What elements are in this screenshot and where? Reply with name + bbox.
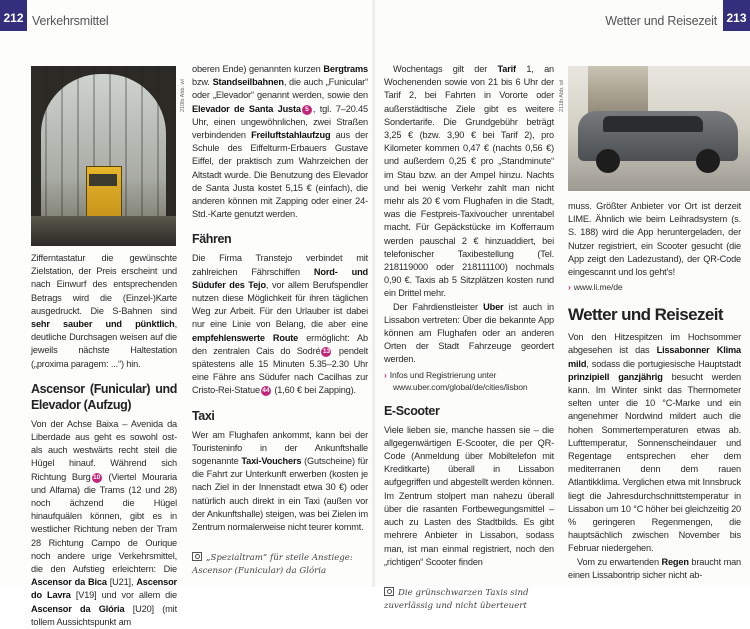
photo-funicular xyxy=(31,66,176,246)
text-column-2 xyxy=(192,63,368,578)
text: aus der Schule des Eiffelturm-Erbauers Gustave Eiffel, der praktisch zum Wahrzeichen der Altstadt wurde. Die Benutzung des Elevador de Santa Justa kostet 5,15 € (einfach), die anderen können mit Zapping oder einer 24-Std.-Karte genutzt werden. xyxy=(192,130,368,220)
text: Wer am Flughafen ankommt, kann bei der Touristeninfo in der Ankunftshalle sogenannte xyxy=(192,429,368,467)
photo-caption xyxy=(192,552,368,578)
column-body xyxy=(192,63,368,534)
poi-number-badge: 5 xyxy=(302,105,312,115)
text: [U20] (mit tollem Aussichtspunkt am xyxy=(31,603,177,627)
text: ist auch in Lissabon vertreten: Über die bekannte App können am Flughafen oder an anderen Orten der Stadt Fahrzeuge geordert werden. xyxy=(384,301,554,365)
text: Von den Hitzespitzen im Hochsommer abgesehen ist das xyxy=(568,332,741,356)
bold-text: sehr sauber und pünktlich xyxy=(31,319,175,330)
bold-text: Standseilbahnen xyxy=(212,77,284,88)
photo-caption xyxy=(384,587,554,613)
section-heading: Taxi xyxy=(192,408,215,423)
section-heading: E-Scooter xyxy=(384,403,440,418)
text: braucht man einen Lissabontrip sicher nicht ab- xyxy=(568,556,741,580)
paragraph xyxy=(568,200,741,279)
paragraph xyxy=(192,429,368,535)
text-column-3 xyxy=(384,63,554,613)
paragraph xyxy=(384,424,554,569)
wheel xyxy=(696,149,720,173)
info-link xyxy=(568,281,741,293)
caption-text: Die grünschwarzen Taxis sind zuverlässig und nicht überteuert xyxy=(384,587,529,611)
section-heading: Ascensor (Funicular) und Elevador (Aufzug) xyxy=(31,381,177,412)
caption-text: „Spezialtram“ für steile Anstiege: Ascensor (Funicular) da Glória xyxy=(192,553,353,577)
bold-text: Elevador de Santa Justa xyxy=(192,103,301,114)
photo-credit: 210lb Abb. wl xyxy=(180,79,186,112)
bold-text: Freiluftstahlaufzug xyxy=(251,130,331,141)
paragraph xyxy=(31,418,177,629)
text: pendelt spätestens alle 15 Minuten 5.35–2.30 Uhr eine Fähre ans Südufer nach Cacilhas zur Cristo-Rei-Statue xyxy=(192,345,368,396)
wheel xyxy=(596,149,620,173)
text: , deutliche Durchsagen weisen auf die jeweils nächste Haltestation („proxima paragem: ...“) hin. xyxy=(31,319,177,369)
info-text: www.li.me/de xyxy=(573,282,623,293)
text: (Gutscheine) für die Fahrt zur Unterkunft erwerben (kosten je nach Ziel in der Innenstadt etwa 30 €) oder natürlich auch direkt in ein Taxi (außen vor der Ankunftshalle) steigen, was bei Zielen im Zentrum normalerweise nicht teurer kommt. xyxy=(192,456,368,533)
car-windows xyxy=(603,116,703,132)
text: , tgl. 7–20.45 Uhr, einen ungewöhnlichen, zwei Straßen verbindenden xyxy=(192,103,368,141)
paragraph xyxy=(192,252,368,397)
bold-text: Lissabonner Klima mild xyxy=(568,345,741,369)
bold-text: empfehlenswerte Route xyxy=(192,332,299,343)
bold-text: prinzipiell ganzjährig xyxy=(568,371,663,382)
camera-icon xyxy=(384,587,394,596)
text: Wochentags gilt der xyxy=(393,64,498,74)
column-body xyxy=(31,252,177,629)
arrow-right-icon: › xyxy=(568,282,571,293)
left-page xyxy=(0,0,375,627)
text: oberen Ende) genannten kurzen xyxy=(192,64,324,74)
arrow-right-icon: › xyxy=(384,369,387,380)
text: [V19] und vor allem die xyxy=(70,590,177,601)
poi-number-badge: 13 xyxy=(322,347,331,355)
text: 1, an Wochenenden sowie von 21 bis 6 Uhr der Tarif 2, bei Fahrten in Vororte oder außerstädtische Ziele gibt es weitere Sondertarife. Die Grundgebühr beträgt 3,25 € (bzw. 3,90 € bei Tarif 2), pro Kilometer kommen 0,47 € (nachts 0,56 €) und außerdem 0,25 € pro „Standminute“ im Stau bzw. an der Ampel hinzu. Nachts und bei wenig Verkehr zahlt man nicht mehr als 20 € vom Flughafen in die Stadt, was die Festpreis-Taxivoucher unrentabel macht. Für Gepäckstücke im Kofferraum werden pauschal 2 € hinzuaddiert, bei telefonischer Taxibestellung (Tel. 218119000 oder 218111100) nochmals 0,90 €. Taxis ab 5 Sitzplätzen kosten rund ein Drittel mehr. xyxy=(384,64,554,299)
text: , die auch „Funicular“ oder „Elevador“ genannt werden, sowie den xyxy=(192,77,369,101)
text: besucht werden kann. Im Winter sinkt das Thermometer selten unter die 10 °C-Marke und ein angenehmer Nordwind mildert auch die hohen Sommertemperaturen etwas ab. Lufttemperatur, Sonnenscheindauer und Regentage entsprechen eher dem mediterranen denn dem rauen Atlantikklima. Verglichen etwa mit Innsbruck liegt die Jahresdurchschnittstemperatur in Lissabon um 10 °C höher bei gleichzeitig 20 % geringeren Regenmengen, die hauptsächlich zwischen November bis Februar niedergehen. xyxy=(568,371,741,554)
paragraph xyxy=(384,63,554,301)
info-link xyxy=(384,369,554,393)
photo-credit: 211lb Abb. wl xyxy=(559,79,565,112)
track xyxy=(31,216,176,246)
page-number: 213 xyxy=(726,11,747,25)
text: ermöglicht: Ab den zentralen Cais do Sodré xyxy=(192,332,368,356)
text: Vom zu erwartenden xyxy=(577,556,662,567)
text: , sodass die portugiesische Hauptstadt xyxy=(586,358,741,369)
section-heading: Wetter und Reisezeit xyxy=(568,305,723,325)
text: (Viertel Mouraria und Alfama) die Trams (12 und 28) noch ächzend die Hügel hinaufquälen können, gibt es in westlicher Richtung neben der Tram 28 Richtung Campo de Ourique noch andere urige Verkehrsmittel, die den Aufstieg erleichtern: Die xyxy=(31,471,177,575)
bold-text: Ascensor do Lavra xyxy=(31,577,177,601)
bold-text: Regen xyxy=(661,556,689,567)
text: bzw. xyxy=(192,77,213,88)
bold-text: Ascensor da Glória xyxy=(31,603,125,614)
running-head: Verkehrsmittel xyxy=(32,14,109,28)
text: (1,60 € bei Zapping). xyxy=(271,385,356,396)
poi-number-badge: 10 xyxy=(93,473,101,481)
page-number-tab xyxy=(723,0,750,31)
column-body xyxy=(384,63,554,569)
bold-text: Ascensor da Bica xyxy=(31,577,107,588)
column-body xyxy=(568,200,741,582)
tram-window xyxy=(89,174,117,186)
running-head: Wetter und Reisezeit xyxy=(605,14,717,28)
text: , vor allem Berufspendler nutzen diese Möglichkeit für ihren täglichen Weg zur Arbeit. Für den Urlauber ist dabei nur eine Linie von Belang, die aber eine xyxy=(192,279,368,330)
photo-taxi xyxy=(568,66,750,191)
text: Der Fahrdienstleister xyxy=(393,301,484,312)
poi-number-badge: 44 xyxy=(262,387,270,395)
text: Zifferntastatur die gewünschte Zielstation, der Preis erscheint und nach Einwurf des entsprechenden Betrags wird die (Einzel-)Karte ausgedruckt. Die S-Bahnen sind xyxy=(31,253,177,316)
text: Die Firma Transtejo verbindet mit zahlreichen Fährschiffen xyxy=(192,253,368,277)
text: Von der Achse Baixa – Avenida da Liberdade aus geht es sowohl ost- als auch westwärts recht steil die Hügel hinauf. Während sich Richtung Burg xyxy=(31,418,177,482)
paragraph xyxy=(192,63,368,221)
info-text: Infos und Registrierung unter www.uber.com/global/de/cities/lisbon xyxy=(389,369,528,392)
page-number-tab xyxy=(0,0,27,31)
paragraph xyxy=(568,331,741,555)
section-heading: Fähren xyxy=(192,232,232,247)
paragraph xyxy=(568,556,741,582)
text-column-1 xyxy=(31,252,177,629)
text: [U21], xyxy=(106,577,137,588)
paragraph xyxy=(384,301,554,367)
bold-text: Taxi-Vouchers xyxy=(241,456,302,467)
right-page xyxy=(375,0,750,611)
text: Viele lieben sie, manche hassen sie – die allgegenwärtigen E-Scooter, die per QR-Code (Anmeldung über Mobiltelefon mit Kreditkarte) überall in Lissabon aufgegriffen und abgestellt werden können. Im Zentrum stolpert man nahezu überall über die rasanten Fortbewegungsmittel – auch zu Lasten des Stadtbilds. Es gibt mehrere Anbieter in Lissabon, sodass man, ist man einmal registriert, noch den „richtigen“ Scooter finden xyxy=(384,424,554,567)
text: muss. Größter Anbieter vor Ort ist derzeit LIME. Ähnlich wie beim Leihradsystem (s. S. 188) wird die App heruntergeladen, der Nutzer registriert, ein Scooter gesucht (die App zeigt den Ladezustand), der QR-Code eingescannt und los geht's! xyxy=(568,201,741,278)
paragraph xyxy=(31,252,177,371)
page-number: 212 xyxy=(3,11,24,25)
bold-text: Nord- und Südufer des Tejo xyxy=(192,266,368,290)
camera-icon xyxy=(192,552,202,561)
bold-text: Tarif xyxy=(497,64,516,74)
bold-text: Bergtrams xyxy=(323,64,368,74)
text-column-4 xyxy=(568,200,741,582)
bold-text: Uber xyxy=(483,301,504,312)
